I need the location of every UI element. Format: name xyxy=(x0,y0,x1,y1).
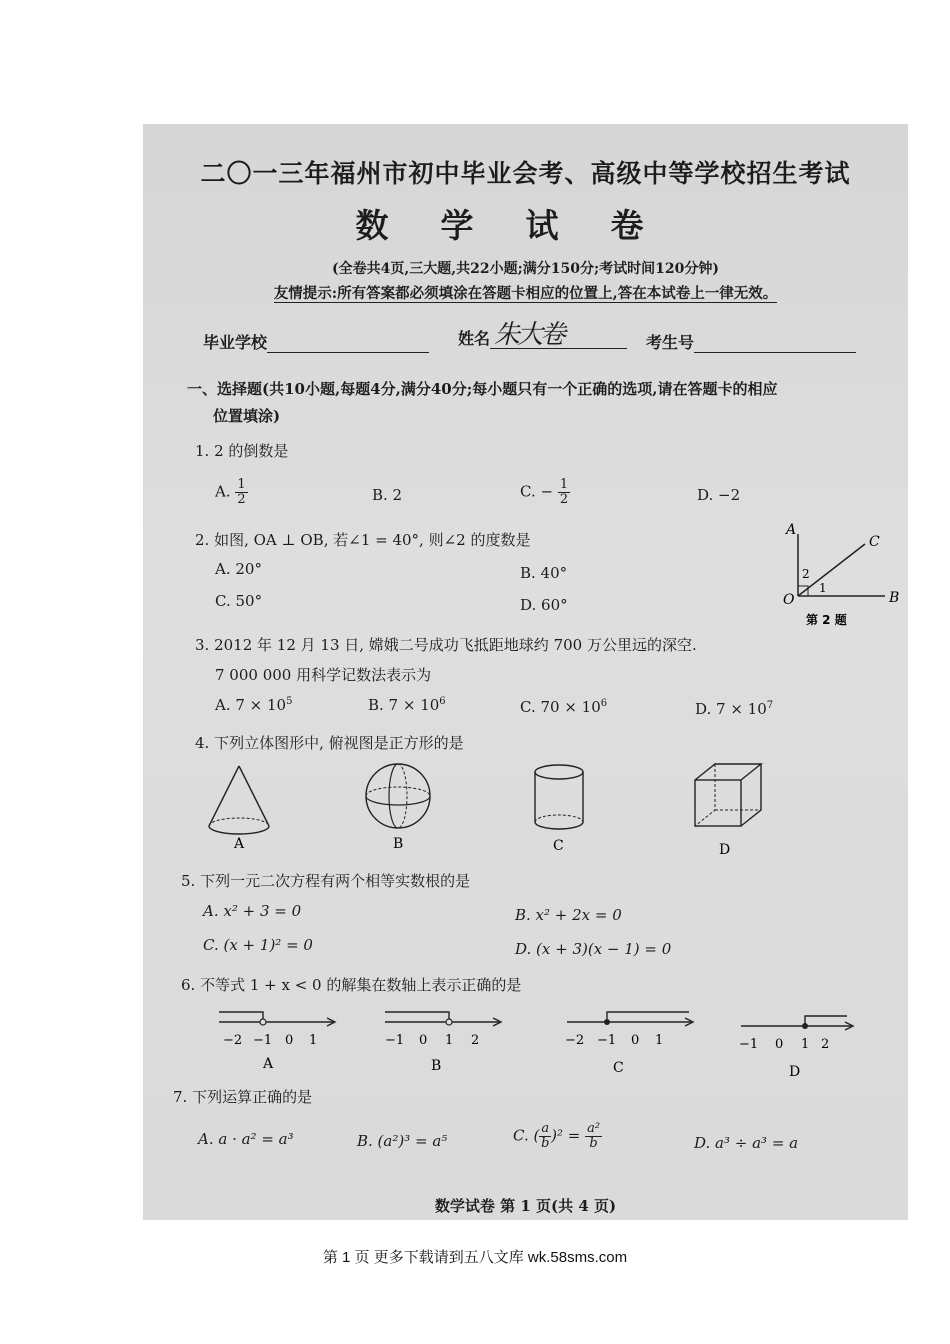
label-b: B xyxy=(889,590,900,606)
q7-c-prefix: C. ( xyxy=(513,1126,540,1145)
cylinder-figure xyxy=(529,758,599,858)
q3-a-exp: 5 xyxy=(286,696,293,707)
tick-a-3: 1 xyxy=(309,1033,318,1048)
q1-a-num: 1 xyxy=(237,477,246,492)
q6-label-a: A xyxy=(263,1056,274,1070)
exam-number-label: 考生号 xyxy=(646,333,695,352)
q3-stem-line2: 7 000 000 用科学记数法表示为 xyxy=(215,666,432,684)
q3-d-exp: 7 xyxy=(766,700,774,711)
q3-c-exp: 6 xyxy=(600,698,608,709)
q3-option-c xyxy=(520,698,607,716)
q5-option-a: A. x² + 3 = 0 xyxy=(203,902,302,920)
q3-c-base: C. 70 × 10 xyxy=(520,698,601,716)
q1-a-fraction xyxy=(235,478,247,507)
q4-label-c: C xyxy=(553,838,564,854)
solid-dot-d xyxy=(802,1023,808,1029)
q3-d-base: D. 7 × 10 xyxy=(695,700,767,718)
page-footer: 第 1 页 更多下载请到五八文库 wk.58sms.com xyxy=(322,1249,628,1266)
cone-base-front xyxy=(209,826,269,834)
q3-b-base: B. 7 × 10 xyxy=(368,696,440,714)
q1-option-d: D. −2 xyxy=(697,486,741,504)
cube-right xyxy=(741,764,761,826)
q5-option-b: B. x² + 2x = 0 xyxy=(515,906,622,924)
q1-stem: 1. 2 的倒数是 xyxy=(195,442,289,460)
sphere-equator-back xyxy=(366,787,430,796)
q1-c-den: 2 xyxy=(559,492,569,507)
q1-option-b: B. 2 xyxy=(372,486,403,504)
q1-a-prefix: A. xyxy=(215,482,231,501)
q3-b-exp: 6 xyxy=(439,696,446,707)
q1-c-fraction xyxy=(558,478,570,507)
sphere-outline xyxy=(366,764,430,828)
exam-number-blank xyxy=(694,338,856,353)
q3-option-d xyxy=(695,700,773,718)
numberline-d xyxy=(737,1004,867,1084)
solution-d xyxy=(805,1016,847,1026)
section-heading-cont: 位置填涂) xyxy=(213,407,281,425)
q1-option-a xyxy=(215,478,248,507)
tick-d-1: 0 xyxy=(775,1037,784,1052)
tick-b-0: −1 xyxy=(385,1033,405,1048)
cone-base-back xyxy=(209,818,269,826)
exam-footer: 数学试卷 第 1 页(共 4 页) xyxy=(434,1197,617,1215)
tick-d-2: 1 xyxy=(801,1037,810,1052)
q7-c-num: a xyxy=(541,1121,550,1136)
q2-option-d: D. 60° xyxy=(520,596,568,614)
q7-c-frac2 xyxy=(585,1122,602,1151)
tick-b-1: 0 xyxy=(419,1033,428,1048)
label-a: A xyxy=(786,522,797,538)
q4-label-b: B xyxy=(393,836,404,852)
section-heading: 一、选择题(共10小题,每题4分,满分40分;每小题只有一个正确的选项,请在答题卡的相应 xyxy=(187,380,778,398)
cylinder-top xyxy=(535,765,583,779)
q1-c-prefix: C. − xyxy=(520,482,554,501)
q7-c-den2: b xyxy=(589,1136,598,1151)
tick-b-2: 1 xyxy=(445,1033,454,1048)
q3-a-base: A. 7 × 10 xyxy=(215,696,287,714)
exam-tip-text: 友情提示:所有答案都必须填涂在答题卡相应的位置上,答在本试卷上一律无效。 xyxy=(273,285,778,302)
cone-figure xyxy=(203,758,283,858)
name-label: 姓名 xyxy=(458,329,491,348)
q6-label-b: B xyxy=(431,1058,442,1070)
q4-label-a: A xyxy=(234,836,245,852)
q2-option-b: B. 40° xyxy=(520,564,568,582)
sphere-meridian-front xyxy=(389,764,398,828)
tick-c-0: −2 xyxy=(565,1033,585,1048)
numberline-b xyxy=(381,1000,511,1070)
open-dot-a xyxy=(260,1019,266,1025)
label-angle1: 1 xyxy=(819,581,827,595)
school-field xyxy=(203,330,429,353)
q4-label-d: D xyxy=(719,842,731,858)
label-angle2: 2 xyxy=(802,567,810,581)
tick-c-2: 0 xyxy=(631,1033,640,1048)
cone-side-right xyxy=(239,766,269,826)
open-dot-b xyxy=(446,1019,452,1025)
numberline-a xyxy=(215,1000,345,1070)
tick-d-3: 2 xyxy=(821,1037,830,1052)
tick-b-3: 2 xyxy=(471,1033,480,1048)
cube-hidden-vertical xyxy=(695,764,715,826)
exam-note: (全卷共4页,三大题,共22小题;满分150分;考试时间120分钟) xyxy=(331,261,719,277)
q2-stem: 2. 如图, OA ⊥ OB, 若∠1 = 40°, 则∠2 的度数是 xyxy=(195,531,531,549)
q1-c-num: 1 xyxy=(559,477,569,492)
q2-option-c: C. 50° xyxy=(215,592,263,610)
solution-c xyxy=(607,1012,689,1022)
q7-stem: 7. 下列运算正确的是 xyxy=(173,1088,313,1106)
q7-option-c xyxy=(513,1122,602,1151)
tick-a-1: −1 xyxy=(253,1033,273,1048)
name-field xyxy=(458,320,627,349)
q6-label-c: C xyxy=(613,1060,624,1076)
tick-c-3: 1 xyxy=(655,1033,664,1048)
cube-top xyxy=(695,764,761,780)
sphere-figure xyxy=(363,758,443,858)
school-label: 毕业学校 xyxy=(203,333,268,352)
scanned-exam-page xyxy=(143,124,908,1220)
q7-option-a: A. a · a² = a³ xyxy=(198,1130,294,1148)
sphere-meridian-back xyxy=(398,764,407,828)
tick-a-2: 0 xyxy=(285,1033,294,1048)
q7-option-d: D. a³ ÷ a³ = a xyxy=(694,1134,799,1152)
exam-number-field xyxy=(646,330,856,353)
q7-c-frac1 xyxy=(539,1122,551,1151)
name-blank xyxy=(490,320,627,349)
q3-option-a xyxy=(215,696,292,714)
sphere-equator-front xyxy=(366,796,430,805)
q6-stem: 6. 不等式 1 + x < 0 的解集在数轴上表示正确的是 xyxy=(181,976,522,994)
q5-stem: 5. 下列一元二次方程有两个相等实数根的是 xyxy=(181,872,471,890)
solution-a xyxy=(219,1012,263,1022)
name-signature: 朱大卷 xyxy=(494,320,564,350)
solution-b xyxy=(385,1012,449,1022)
cube-figure xyxy=(691,758,771,858)
q7-c-den: b xyxy=(541,1136,550,1151)
q6-label-d: D xyxy=(789,1064,801,1080)
school-blank xyxy=(267,338,429,353)
q2-figure xyxy=(773,520,903,630)
q5-option-d: D. (x + 3)(x − 1) = 0 xyxy=(515,940,672,958)
tick-d-0: −1 xyxy=(739,1037,759,1052)
tick-c-1: −1 xyxy=(597,1033,617,1048)
q7-c-mid: )² = xyxy=(551,1126,581,1145)
cone-side-left xyxy=(209,766,239,826)
cylinder-base-front xyxy=(535,822,583,829)
cube-front xyxy=(695,780,741,826)
exam-subtitle: 数学试卷 xyxy=(355,206,696,245)
tick-a-0: −2 xyxy=(223,1033,243,1048)
q1-a-den: 2 xyxy=(237,492,246,507)
q5-option-c: C. (x + 1)² = 0 xyxy=(203,936,313,954)
q2-caption: 第 2 题 xyxy=(806,613,847,627)
cylinder-base-back xyxy=(535,815,583,822)
q4-stem: 4. 下列立体图形中, 俯视图是正方形的是 xyxy=(195,734,464,752)
q1-option-c xyxy=(520,478,570,507)
q2-option-a: A. 20° xyxy=(215,560,262,578)
label-c: C xyxy=(869,534,880,550)
label-o: O xyxy=(783,592,795,608)
exam-tip xyxy=(143,282,908,303)
solid-dot-c xyxy=(604,1019,610,1025)
q3-stem-line1: 3. 2012 年 12 月 13 日, 嫦娥二号成功飞抵距地球约 700 万公里远的深空. xyxy=(195,636,697,654)
q7-option-b: B. (a²)³ = a⁵ xyxy=(357,1132,448,1150)
numberline-c xyxy=(563,1000,703,1080)
q3-option-b xyxy=(368,696,446,714)
q7-c-num2: a² xyxy=(587,1121,601,1136)
exam-title: 二〇一三年福州市初中毕业会考、高级中等学校招生考试 xyxy=(200,159,851,188)
